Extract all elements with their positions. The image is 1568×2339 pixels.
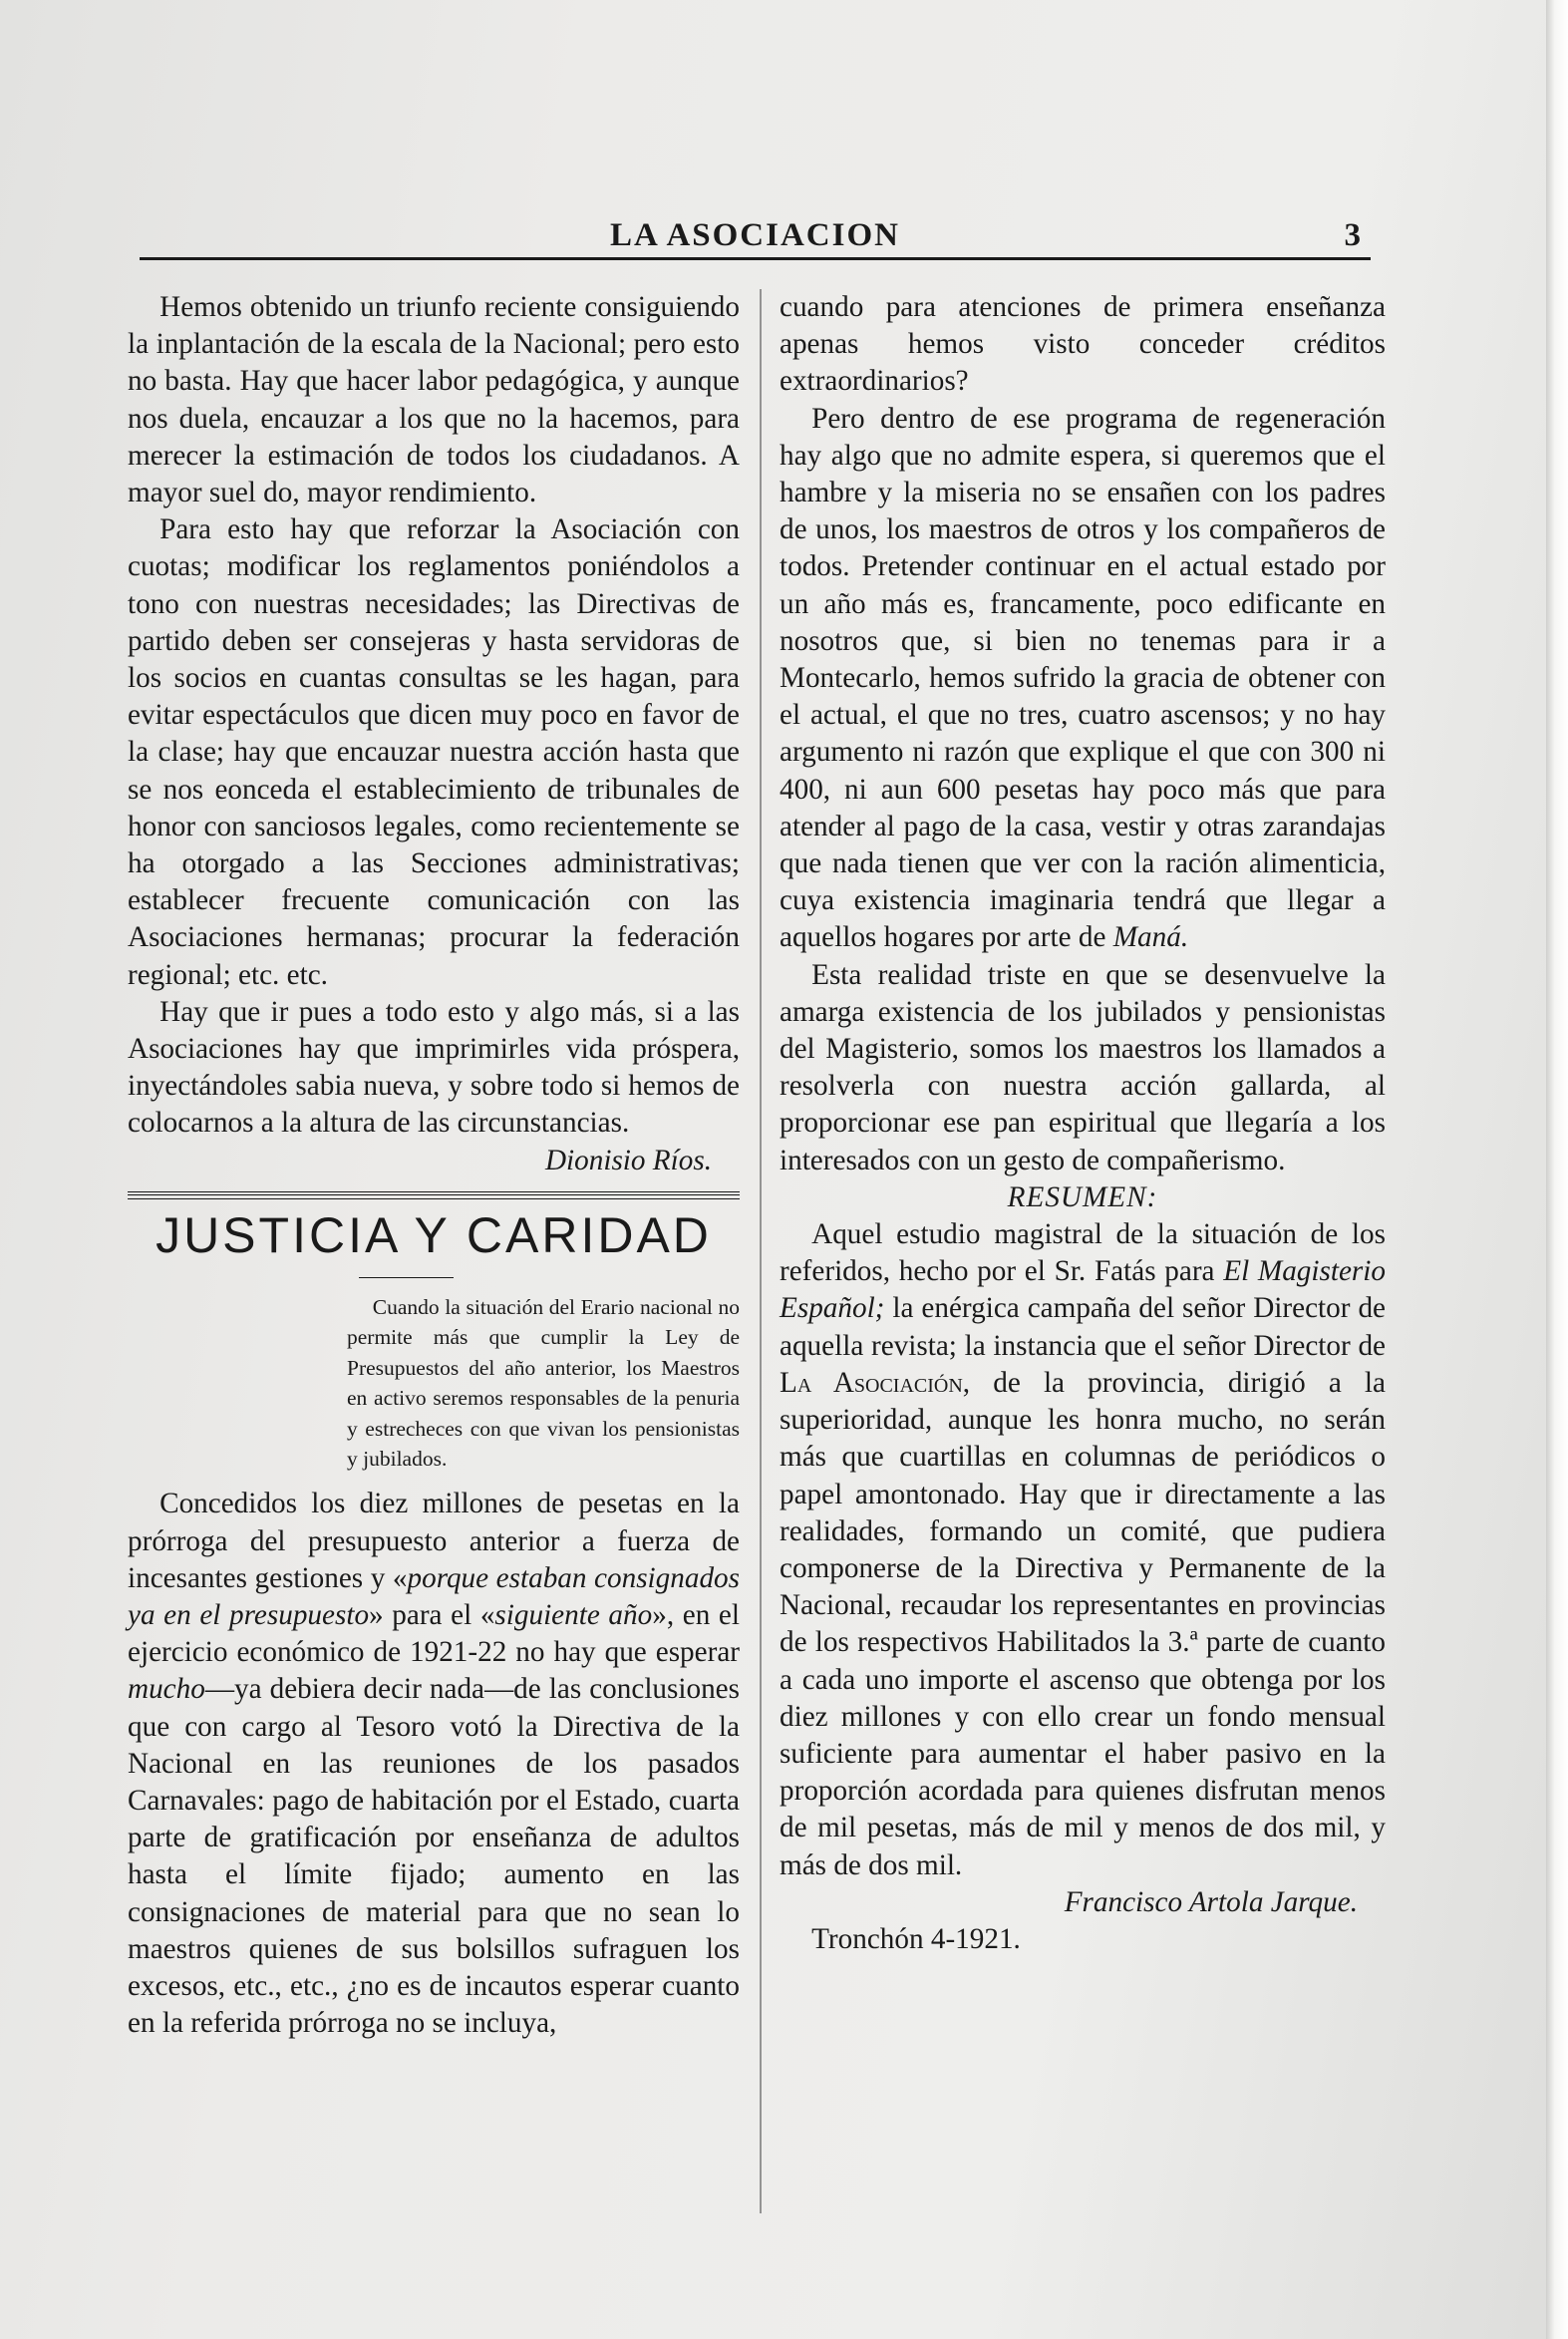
journal-title: LA ASOCIACION: [610, 217, 900, 253]
short-rule: [359, 1277, 454, 1278]
article-paragraph: Concedidos los diez millones de pesetas en la prórroga del presupuesto anterior a fuerza de incesantes gestiones y «porque estaban consignados ya en el presupuesto» para el «siguiente año», en el ejercicio económico de 1921-22 no hay que esperar mucho—ya debiera decir nada—de las conclusiones que con cargo al Tesoro votó la Directiva de la Nacional en las reuniones de los pasados Carnavales: pago de habitación por el Estado, cuarta parte de gratificación por enseñanza de adultos hasta el límite fijado; aumento en las consignaciones de material para que no sean lo maestros quienes de sus bolsillos sufraguen los excesos, etc., etc., ¿no es de incautos esperar cuanto en la referida prórroga no se incluya,: [128, 1488, 740, 2040]
article-paragraph: Aquel estudio magistral de la situación de los referidos, hecho por el Sr. Fatás para El Magisterio Español; la enérgica campaña del señor Director de aquella revista; la instancia que el señor Director de La Asociación, de la provincia, dirigió a la superioridad, aunque les honra mucho, no serán más que cuartillas en columnas de periódicos o papel amontonado. Hay que ir directamente a las realidades, formando un comité, que pudiera componerse de la Directiva y Permanente de la Nacional, recaudar los representantes en provincias de los respectivos Habilitados la 3.ª parte de cuanto a cada uno importe el ascenso que obtenga por los diez millones y con ello crear un fondo mensual suficiente para aumentar el haber pasivo en la proporción acordada para quienes disfrutan menos de mil pesetas, más de mil y menos de dos mil, y más de dos mil.: [780, 1218, 1386, 1881]
right-column: [780, 289, 1386, 1958]
summary-heading: RESUMEN:: [1007, 1180, 1158, 1213]
place-date: Tronchón 4-1921.: [811, 1922, 1021, 1955]
article-paragraph: Hemos obtenido un triunfo reciente consiguiendo la inplantación de la escala de la Nacional; pero esto no basta. Hay que hacer labor pedagógica, y aunque nos duela, encauzar a los que no la hacemos, para merecer la estimación de todos los ciudadanos. A mayor suel do, mayor rendimiento.: [128, 291, 740, 509]
article-paragraph: Pero dentro de ese programa de regeneración hay algo que no admite espera, si queremos que el hambre y la miseria no se ensañen con los padres de unos, los maestros de otros y los compañeros de todos. Pretender continuar en el actual estado por un año más es, francamente, poco edificante en nosotros que, si bien no tenemas para ir a Montecarlo, hemos sufrido la gracia de obtener con el actual, el que no tres, cuatro ascensos; y no hay argumento ni razón que explique el que con 300 ni 400, ni aun 600 pesetas hay poco más que para atender al pago de la casa, vestir y otras zarandajas que nada tienen que ver con la ración alimenticia, cuya existencia imaginaria tendrá que llegar a aquellos hogares por arte de Maná.: [780, 402, 1386, 954]
author-signature: Dionisio Ríos.: [544, 1144, 712, 1176]
article-paragraph: Para esto hay que reforzar la Asociación con cuotas; modificar los reglamentos poniéndolos a tono con nuestras necesidades; las Directivas de partido deben ser consejeras y hasta servidoras de los socios en cuantas consultas se les hagan, para evitar espectáculos que dicen muy poco en favor de la clase; hay que encauzar nuestra acción hasta que se nos eonceda el establecimiento de tribunales de honor con sanciosos legales, como recientemente se ha otorgado a las Secciones administrativas; establecer frecuente comunicación con las Asociaciones hermanas; procurar la federación regional; etc. etc.: [128, 513, 740, 991]
column-divider: [760, 289, 762, 2213]
article-paragraph: cuando para atenciones de primera enseñanza apenas hemos visto conceder créditos extraordinarios?: [780, 291, 1386, 398]
section-rule: [128, 1191, 740, 1199]
author-signature: Francisco Artola Jarque.: [1064, 1885, 1358, 1918]
left-column: [128, 289, 740, 2042]
article-title: JUSTICIA Y CARIDAD: [156, 1206, 712, 1263]
article-paragraph: Hay que ir pues a todo esto y algo más, si a las Asociaciones hay que imprimirles vida próspera, inyectándoles sabia nueva, y sobre todo si hemos de colocarnos a la altura de las circunstancias.: [128, 995, 740, 1140]
epigraph-text: Cuando la situación del Erario nacional no permite más que cumplir la Ley de Presupuestos del año anterior, los Maestros en activo seremos responsables de la penuria y estrecheces con que vivan los pensionistas y jubilados.: [347, 1294, 740, 1471]
running-header: [140, 217, 1371, 260]
page-number: 3: [1344, 217, 1361, 253]
article-paragraph: Esta realidad triste en que se desenvuelve la amarga existencia de los jubilados y pensionistas del Magisterio, somos los maestros los llamados a resolverla con nuestra acción gallarda, al proporcionar ese pan espiritual que llegaría a los interesados con un gesto de compañerismo.: [780, 958, 1386, 1176]
page-edge: [1546, 0, 1568, 2339]
epigraph: [347, 1292, 740, 1474]
